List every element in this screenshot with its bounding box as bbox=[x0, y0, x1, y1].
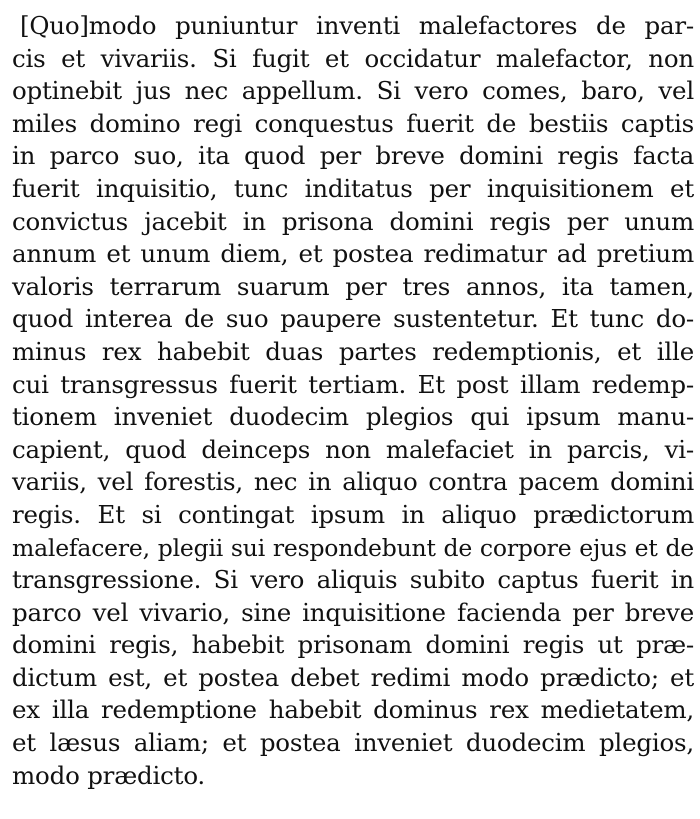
text-line: cui transgressus fuerit tertiam. Et post illam redemp- bbox=[12, 369, 694, 399]
text-line: ex illa redemptione habebit dominus rex medietatem, bbox=[12, 695, 694, 725]
text-line: parco vel vivario, sine inquisitione facienda per breve bbox=[12, 597, 694, 627]
text-line: malefacere, plegii sui respondebunt de corpore ejus et de bbox=[12, 533, 694, 562]
text-line: regis. Et si contingat ipsum in aliquo prædictorum bbox=[12, 499, 694, 529]
text-line: variis, vel forestis, nec in aliquo contra pacem domini bbox=[12, 467, 694, 497]
document-body bbox=[12, 10, 694, 792]
text-line: minus rex habebit duas partes redemptionis, et ille bbox=[12, 336, 694, 366]
text-line: et læsus aliam; et postea inveniet duodecim plegios, bbox=[12, 728, 694, 758]
text-line: cis et vivariis. Si fugit et occidatur malefactor, non bbox=[12, 43, 694, 73]
text-line: valoris terrarum suarum per tres annos, ita tamen, bbox=[12, 271, 694, 301]
text-line: in parco suo, ita quod per breve domini regis facta bbox=[12, 141, 694, 171]
text-line: capient, quod deinceps non malefaciet in parcis, vi- bbox=[12, 434, 694, 464]
text-line: miles domino regi conquestus fuerit de bestiis captis bbox=[12, 108, 694, 138]
text-line: quod interea de suo paupere sustentetur. Et tunc do- bbox=[12, 304, 694, 334]
text-line: tionem inveniet duodecim plegios qui ipsum manu- bbox=[12, 402, 694, 432]
text-line: fuerit inquisitio, tunc inditatus per inquisitionem et bbox=[12, 173, 694, 203]
text-line: modo prædicto. bbox=[12, 760, 206, 790]
text-line: optinebit jus nec appellum. Si vero comes, baro, vel bbox=[12, 76, 694, 106]
text-line: [Quo]modo puniuntur inventi malefactores de par- bbox=[20, 11, 694, 40]
text-line: transgressione. Si vero aliquis subito captus fuerit in bbox=[12, 565, 694, 595]
text-line: domini regis, habebit prisonam domini regis ut præ- bbox=[12, 630, 694, 660]
text-line: annum et unum diem, et postea redimatur ad pretium bbox=[12, 239, 694, 269]
text-line: dictum est, et postea debet redimi modo prædicto; et bbox=[12, 662, 694, 692]
text-line: convictus jacebit in prisona domini regis per unum bbox=[12, 206, 694, 236]
